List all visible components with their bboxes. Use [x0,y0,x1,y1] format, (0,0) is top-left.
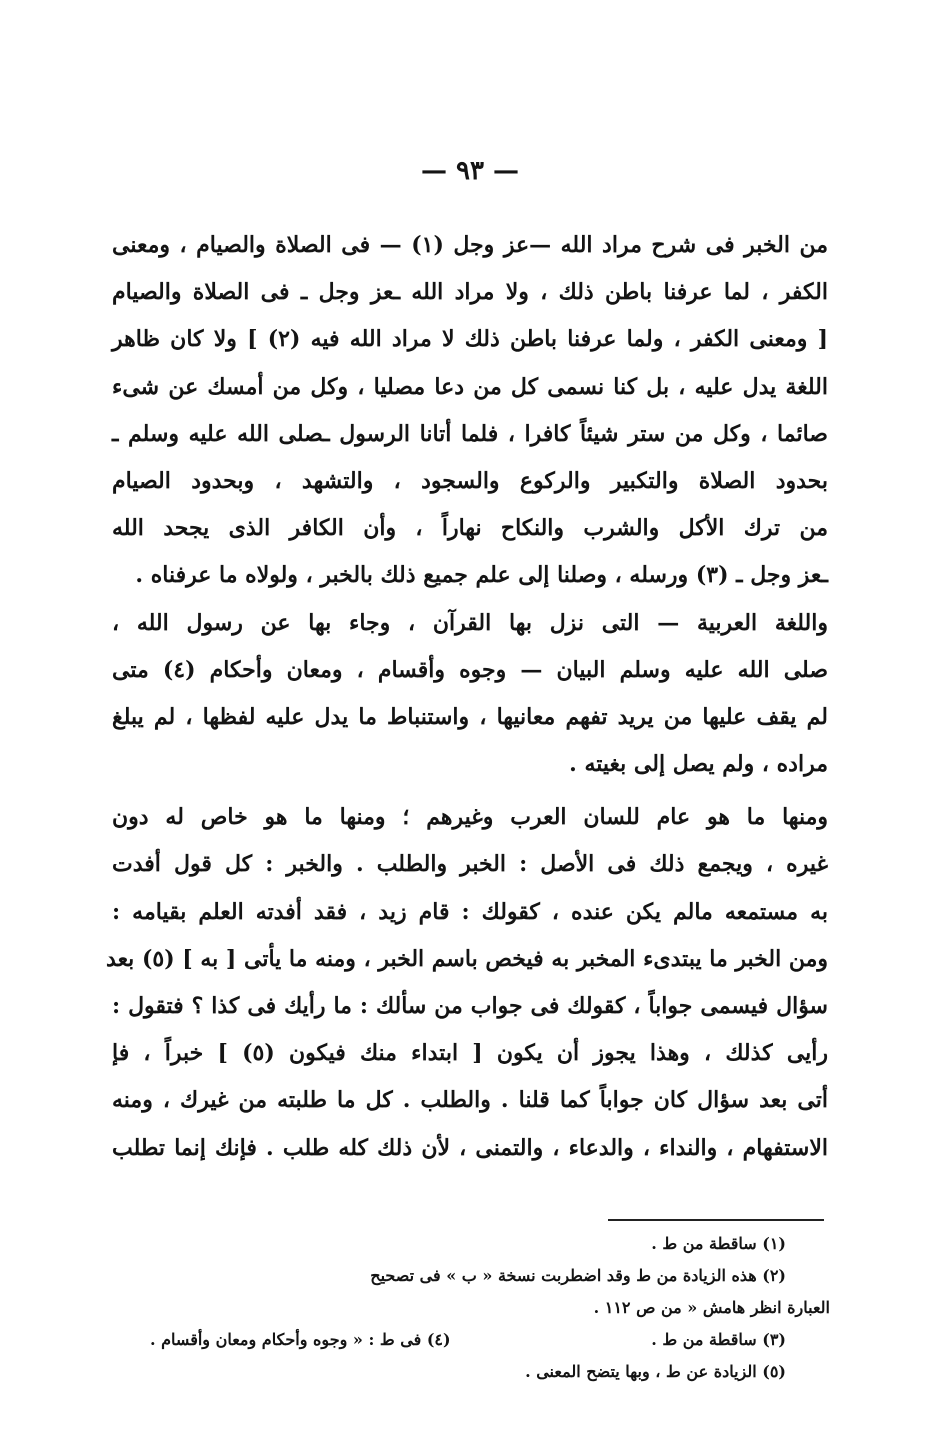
text-line: صلى الله عليه وسلم البيان — وجوه وأقسام ، ومعان وأحكام (٤) متى [112,656,828,683]
footnote-text: (٢) هذه الزيادة من ط وقد اضطربت نسخة « ب » فى تصحيح [370,1266,786,1285]
footnote-text: (٥) الزيادة عن ط ، وبها يتضح المعنى . [525,1362,786,1381]
text-line: ـعز وجل ـ (٣) ورسله ، وصلنا إلى علم جميع ذلك بالخبر ، ولولاه ما عرفناه . [135,562,828,589]
footnote-item [150,1324,830,1356]
footnote-text: (٤) فى ط : « وجوه وأحكام ومعان وأقسام . [150,1330,451,1349]
text-line: ومنها ما هو عام للسان العرب وغيرهم ؛ ومنها ما هو خاص له دون [112,804,828,831]
footnote-item [150,1292,830,1324]
text-line: سؤال فيسمى جواباً ، كقولك فى جواب من سألك : ما رأيك فى كذا ؟ فتقول : [112,993,828,1019]
text-line: من الخبر فى شرح مراد الله —عز وجل (١) — فى الصلاة والصيام ، ومعنى [112,232,828,258]
page-number: — ٩٣ — [420,156,520,186]
footnote-text: العبارة انظر هامش « من ص ١١٢ . [593,1298,830,1317]
text-line: من ترك الأكل والشرب والنكاح نهاراً ، وأن الكافر الذى يجحد الله [112,515,828,542]
footnote-item [150,1356,830,1388]
text-line: اللغة يدل عليه ، بل كنا نسمى كل من دعا مصليا ، وكل من أمسك عن شىء [112,373,828,400]
footnote-text: (١) ساقطة من ط . [651,1234,786,1253]
main-text [106,222,829,1172]
footnote-text: (٣) ساقطة من ط . [651,1330,786,1349]
footnote-divider [608,1219,824,1221]
text-line: الاستفهام ، والنداء ، والدعاء ، والتمنى ، لأن ذلك كله طلب . فإنك إنما تطلب [112,1134,828,1161]
footnotes [150,1228,830,1388]
text-line: واللغة العربية — التى نزل بها القرآن ، وجاء بها عن رسول الله ، [112,609,828,636]
footnote-item [150,1228,830,1260]
text-line: غيره ، ويجمع ذلك فى الأصل : الخبر والطلب . والخبر : كل قول أفدت [112,851,828,878]
text-line: لم يقف عليها من يريد تفهم معانيها ، واستنباط ما يدل عليه لفظها ، لم يبلغ [112,703,828,730]
text-line: بحدود الصلاة والتكبير والركوع والسجود ، والتشهد ، وبحدود الصيام [112,467,828,494]
text-line: الكفر ، لما عرفنا باطن ذلك ، ولا مراد الله ـعز وجل ـ فى الصلاة والصيام [112,279,828,306]
text-line: رأيى كذلك ، وهذا يجوز أن يكون [ ابتداء منك فيكون (٥) ] خبراً ، فإ [112,1040,829,1067]
text-line: به مستمعه مالم يكن عنده ، كقولك : قام زيد ، فقد أفدته العلم بقيامه : [112,898,828,925]
text-line: مراده ، ولم يصل إلى بغيته . [569,751,828,778]
text-line: ومن الخبر ما يبتدىء المخبر به فيخص باسم الخبر ، ومنه ما يأتى [ به ] (٥) بعد [106,945,828,972]
text-line: صائما ، وكل من ستر شيئاً كافرا ، فلما أتانا الرسول ـصلى الله عليه وسلم ـ [112,420,828,447]
text-line: [ ومعنى الكفر ، ولما عرفنا باطن ذلك لا مراد الله فيه (٢) ] ولا كان ظاهر [112,326,828,353]
footnote-item [150,1260,830,1292]
text-line: أتى بعد سؤال كان جواباً كما قلنا . والطلب . كل ما طلبته من غيرك ، ومنه [112,1087,828,1114]
